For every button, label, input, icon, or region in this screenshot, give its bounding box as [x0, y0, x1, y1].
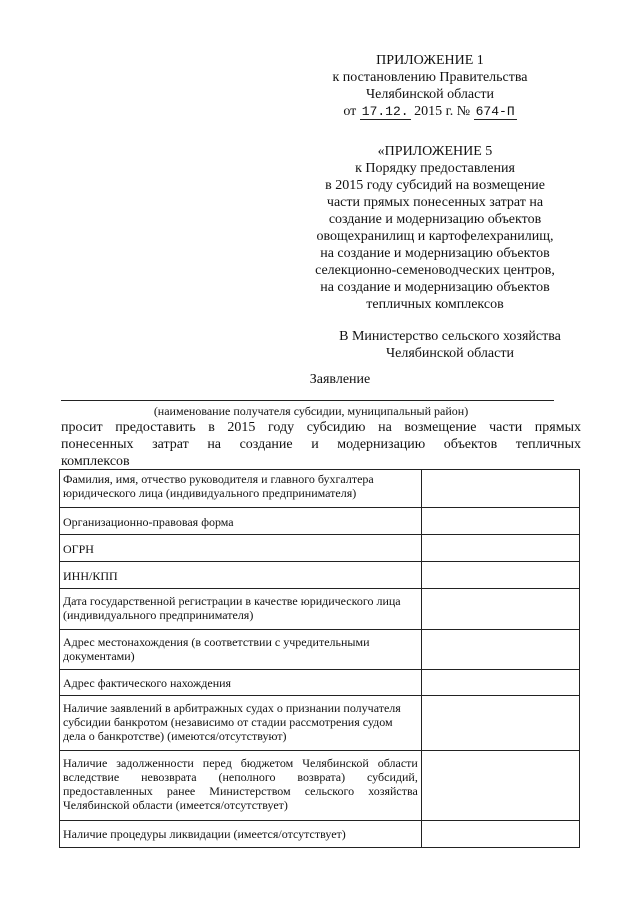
row-label-liquidation: Наличие процедуры ликвидации (имеется/отсутствует) [60, 821, 422, 848]
request-line: комплексов [61, 454, 130, 469]
table-row [60, 470, 580, 508]
addressee-line-1: В Министерство сельского хозяйства [339, 329, 561, 344]
request-line: просит предоставить в 2015 году субсидию на возмещение части прямых [61, 420, 581, 435]
table-row [60, 562, 580, 589]
sub-annex-line: в 2015 году субсидий на возмещение [325, 178, 545, 193]
addressee-line-2: Челябинской области [386, 346, 514, 361]
sub-annex-line: на создание и модернизацию объектов [320, 280, 550, 295]
form-title: Заявление [309, 372, 371, 387]
table-row [60, 821, 580, 848]
table-row [60, 751, 580, 821]
document-number: 674-П [475, 104, 515, 119]
table-row [60, 670, 580, 696]
sub-annex-header [290, 143, 580, 313]
sub-annex-line: селекционно-семеноводческих центров, [315, 263, 555, 278]
sub-annex-line: к Порядку предоставления [355, 161, 515, 176]
row-value-registration-date[interactable] [421, 589, 579, 630]
row-value-liquidation[interactable] [421, 821, 579, 848]
date-year: 2015 г. № [414, 104, 471, 119]
sub-annex-line: части прямых понесенных затрат на [326, 195, 544, 210]
row-label-legal-form: Организационно-правовая форма [60, 508, 422, 535]
sub-annex-title: «ПРИЛОЖЕНИЕ 5 [377, 144, 493, 159]
sub-annex-line: овощехранилищ и картофелехранилищ, [316, 229, 554, 244]
row-value-budget-debt[interactable] [421, 751, 579, 821]
row-label-ogrn: ОГРН [60, 535, 422, 562]
date-prefix: от [343, 104, 357, 119]
sub-annex-line: на создание и модернизацию объектов [320, 246, 550, 261]
row-value-legal-address[interactable] [421, 630, 579, 670]
table-row [60, 535, 580, 562]
row-value-legal-form[interactable] [421, 508, 579, 535]
sub-annex-line: создание и модернизацию объектов [328, 212, 542, 227]
row-label-actual-address: Адрес фактического нахождения [60, 670, 422, 696]
table-row [60, 589, 580, 630]
row-label-legal-address: Адрес местонахождения (в соответствии с учредительными документами) [60, 630, 422, 670]
recipient-name-line[interactable] [61, 400, 554, 401]
table-row [60, 508, 580, 535]
row-label-registration-date: Дата государственной регистрации в качестве юридического лица (индивидуального предпринимателя) [60, 589, 422, 630]
addressee-block [320, 328, 580, 362]
row-value-actual-address[interactable] [421, 670, 579, 696]
row-label-bankruptcy-claims: Наличие заявлений в арбитражных судах о признании получателя субсидии банкротом (независимо от стадии рассмотрения судом дела о банкротстве) (имеются/отсутствуют) [60, 696, 422, 751]
applicant-info-table [59, 469, 580, 848]
date-number-line [300, 103, 560, 120]
row-value-inn-kpp[interactable] [421, 562, 579, 589]
row-value-ogrn[interactable] [421, 535, 579, 562]
resolution-reference: к постановлению Правительства [332, 70, 528, 85]
sub-annex-line: тепличных комплексов [366, 297, 504, 312]
request-line: понесенных затрат на создание и модернизацию объектов тепличных [61, 437, 581, 452]
row-label-inn-kpp: ИНН/КПП [60, 562, 422, 589]
request-paragraph [61, 419, 581, 470]
date-value: 17.12. [361, 104, 409, 119]
table-row [60, 696, 580, 751]
annex-header [300, 52, 560, 120]
row-label-manager-names: Фамилия, имя, отчество руководителя и главного бухгалтера юридического лица (индивидуального предпринимателя) [60, 470, 422, 508]
region-name: Челябинской области [366, 87, 494, 102]
table-row [60, 630, 580, 670]
row-label-budget-debt: Наличие задолженности перед бюджетом Челябинской области вследствие невозврата (неполного возврата) субсидий, предоставленных ранее Министерством сельского хозяйства Челябинской области (имеется/отсутствует) [60, 751, 422, 821]
row-value-manager-names[interactable] [421, 470, 579, 508]
row-value-bankruptcy-claims[interactable] [421, 696, 579, 751]
annex-title: ПРИЛОЖЕНИЕ 1 [376, 53, 484, 68]
recipient-name-caption: (наименование получателя субсидии, муниципальный район) [153, 404, 469, 418]
